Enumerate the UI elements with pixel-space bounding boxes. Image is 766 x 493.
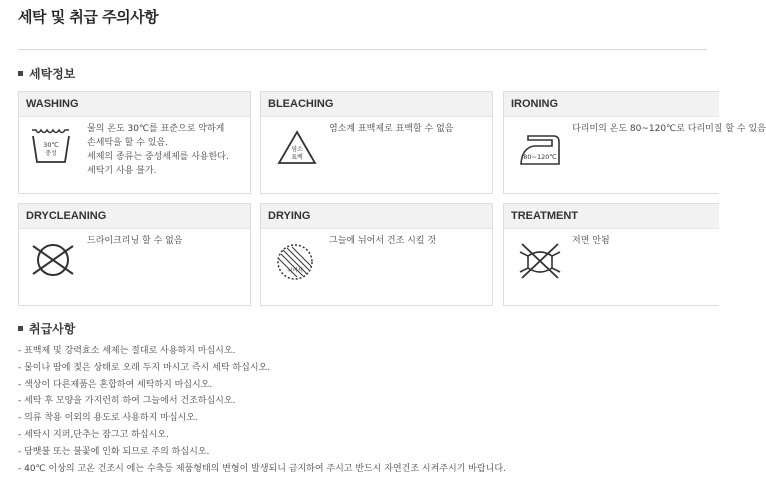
svg-text:80~120℃: 80~120℃ <box>523 153 557 161</box>
card-text: 저면 안됨 <box>572 236 610 246</box>
card-header: IRONING <box>504 92 719 117</box>
list-item: - 세탁시 지퍼,단추는 잠그고 하십시오. <box>18 429 169 440</box>
care-card-ironing <box>503 91 766 194</box>
card-header: DRYCLEANING <box>19 204 250 229</box>
list-item: - 색상이 다른제품은 혼합하여 세탁하지 마십시오. <box>18 379 213 390</box>
shade-flat-dry-icon <box>269 234 325 286</box>
svg-text:중성: 중성 <box>45 150 57 157</box>
card-text: 다리미의 온도 80~120℃로 다리미질 할 수 있음 <box>572 124 766 134</box>
list-item: - 세탁 후 모양을 가지런히 하여 그늘에서 건조하십시오. <box>18 396 236 407</box>
svg-text:30℃: 30℃ <box>43 141 59 149</box>
care-card-drycleaning <box>18 203 251 306</box>
page-title: 세탁 및 취급 주의사항 <box>18 8 159 26</box>
do-not-wring-icon <box>512 234 568 286</box>
iron-80-120-icon <box>512 122 568 174</box>
list-item: - 담뱃불 또는 불꽃에 인화 되므로 주의 하십시오. <box>18 446 210 457</box>
list-item: - 의류 착용 이외의 용도로 사용하지 마십시오. <box>18 413 198 424</box>
title-divider <box>18 49 707 50</box>
list-item: - 표백제 및 강력효소 세제는 절대로 사용하지 마십시오. <box>18 346 236 356</box>
card-text: 물의 온도 30℃를 표준으로 약하게 손세탁을 할 수 있음. 세제의 종류는 중성세제를 사용한다. 세탁기 사용 불가. <box>87 124 229 176</box>
section-heading-label: 취급사항 <box>29 322 76 336</box>
no-dry-cleaning-icon <box>27 234 83 286</box>
handling-notes-list <box>18 343 506 477</box>
svg-text:뉘어서: 뉘어서 <box>287 268 303 274</box>
care-card-drying <box>260 203 493 306</box>
section-heading-label: 세탁정보 <box>29 67 76 81</box>
hand-wash-30-icon <box>27 122 83 174</box>
card-header: WASHING <box>19 92 250 117</box>
card-header: BLEACHING <box>261 92 492 117</box>
section-heading-handling <box>18 320 75 337</box>
card-header: TREATMENT <box>504 204 719 229</box>
care-card-bleaching <box>260 91 493 194</box>
care-card-treatment <box>503 203 719 306</box>
card-text: 드라이크리닝 할 수 없음 <box>87 236 183 246</box>
section-heading-laundry <box>18 65 75 82</box>
square-bullet-icon <box>18 326 23 331</box>
square-bullet-icon <box>18 71 23 76</box>
card-text: 염소계 표백제로 표백할 수 없음 <box>329 124 454 134</box>
svg-text:표백: 표백 <box>291 154 303 161</box>
card-header: DRYING <box>261 204 492 229</box>
list-item: - 물이나 땀에 젖은 상태로 오래 두지 마시고 즉시 세탁 하십시오. <box>18 362 271 373</box>
no-chlorine-bleach-icon <box>269 122 325 174</box>
list-item: - 40℃ 이상의 고온 건조시 에는 수축등 제품형태의 변형이 발생되니 금지하여 주시고 반드시 자연건조 시켜주시기 바랍니다. <box>18 463 506 474</box>
svg-text:염소: 염소 <box>291 146 303 153</box>
card-text: 그늘에 뉘어서 건조 시킬 것 <box>329 236 437 246</box>
care-card-washing <box>18 91 251 194</box>
